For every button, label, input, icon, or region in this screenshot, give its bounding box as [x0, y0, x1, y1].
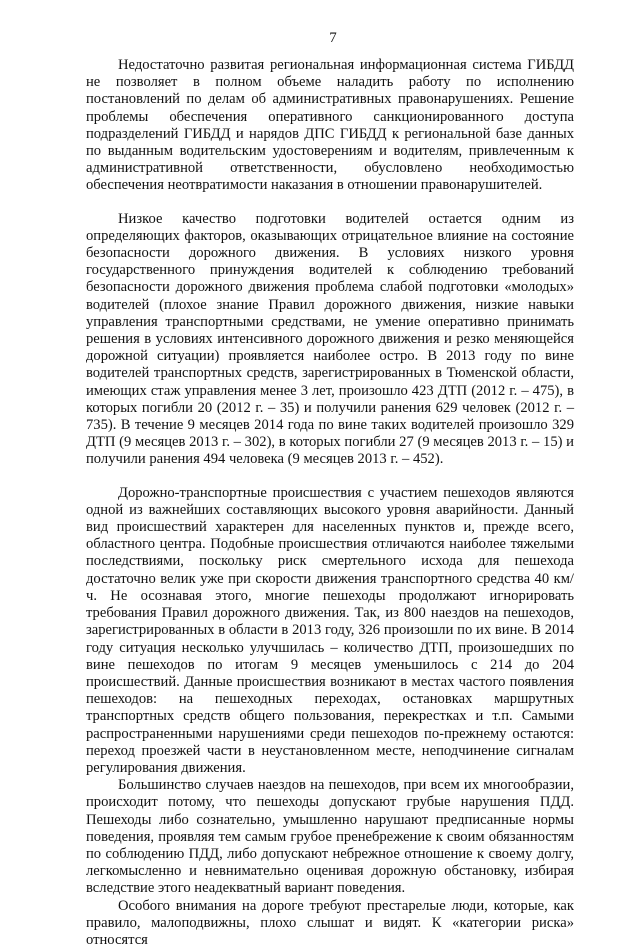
paragraph-information-system: Недостаточно развитая региональная информационная система ГИБДД не позволяет в полном объеме наладить работу по исполнению постановлений по делам об административных правонарушениях. Решение проблемы обеспечения оперативного санкционированного доступа подразделений ГИБДД и нарядов ДПС ГИБДД к региональной базе данных по выданным водительским удостоверениям и водителям, привлеченным к административной ответственности, обусловлено необходимостью обеспечения неотвратимости наказания в отношении правонарушителей. [86, 57, 574, 194]
paragraph-elderly-people: Особого внимания на дороге требуют престарелые люди, которые, как правило, малоподвижны, плохо слышат и видят. К «категории риска» относятся [86, 897, 574, 948]
paragraph-pedestrian-violations: Большинство случаев наездов на пешеходов, при всем их многообразии, происходит потому, что пешеходы допускают грубые нарушения ПДД. Пешеходы либо сознательно, умышленно нарушают предписанные нормы поведения, проявляя тем самым грубое пренебрежение к своим обязанностям по соблюдению ПДД, либо допускают небрежное отношение к своему долгу, легкомысленно и невнимательно оценивая дорожную обстановку, избирая вследствие этого неадекватный вариант поведения. [86, 777, 574, 897]
page-number: 7 [329, 30, 337, 46]
paragraph-driver-training: Низкое качество подготовки водителей остается одним из определяющих факторов, оказывающих отрицательное влияние на состояние безопасности дорожного движения. В условиях низкого уровня государственного принуждения водителей к соблюдению требований безопасности дорожного движения проблема слабой подготовки «молодых» водителей (плохое знание Правил дорожного движения, низкие навыки управления транспортными средствами, не умение оперативно принимать решения в условиях интенсивного дорожного движения и резко меняющейся дорожной ситуации) проявляется наиболее остро. В 2013 году по вине водителей транспортных средств, зарегистрированных в Тюменской области, имеющих стаж управления менее 3 лет, произошло 423 ДТП (2012 г. – 475), в которых погибли 20 (2012 г. – 35) и получили ранения 629 человек (2012 г. – 735). В течение 9 месяцев 2014 года по вине таких водителей произошло 329 ДТП (9 месяцев 2013 г. – 302), в которых погибли 27 (9 месяцев 2013 г. – 15) и получили ранения 494 человека (9 месяцев 2013 г. – 452). [86, 210, 574, 468]
paragraph-pedestrian-accidents: Дорожно-транспортные происшествия с участием пешеходов являются одной из важнейших составляющих высокого уровня аварийности. Данный вид происшествий характерен для населенных пунктов и, прежде всего, областного центра. Подобные происшествия отличаются наиболее тяжелыми последствиями, поскольку риск смертельного исхода для пешехода достаточно велик уже при скорости движения транспортного средства 40 км/ч. Не осознавая этого, многие пешеходы продолжают игнорировать требования Правил дорожного движения. Так, из 800 наездов на пешеходов, зарегистрированных в области в 2013 году, 326 произошли по их вине. В 2014 году ситуация несколько улучшилась – количество ДТП, произошедших по вине пешеходов по итогам 9 месяцев уменьшилось с 214 до 204 происшествий. Данные происшествия возникают в местах частого появления пешеходов: на пешеходных переходах, остановках маршрутных транспортных средств общего пользования, перекрестках и т.п. Самыми распространенными нарушениями среди пешеходов по-прежнему остаются: переход проезжей части в неустановленном месте, неподчинение сигналам регулирования движения. [86, 484, 574, 776]
